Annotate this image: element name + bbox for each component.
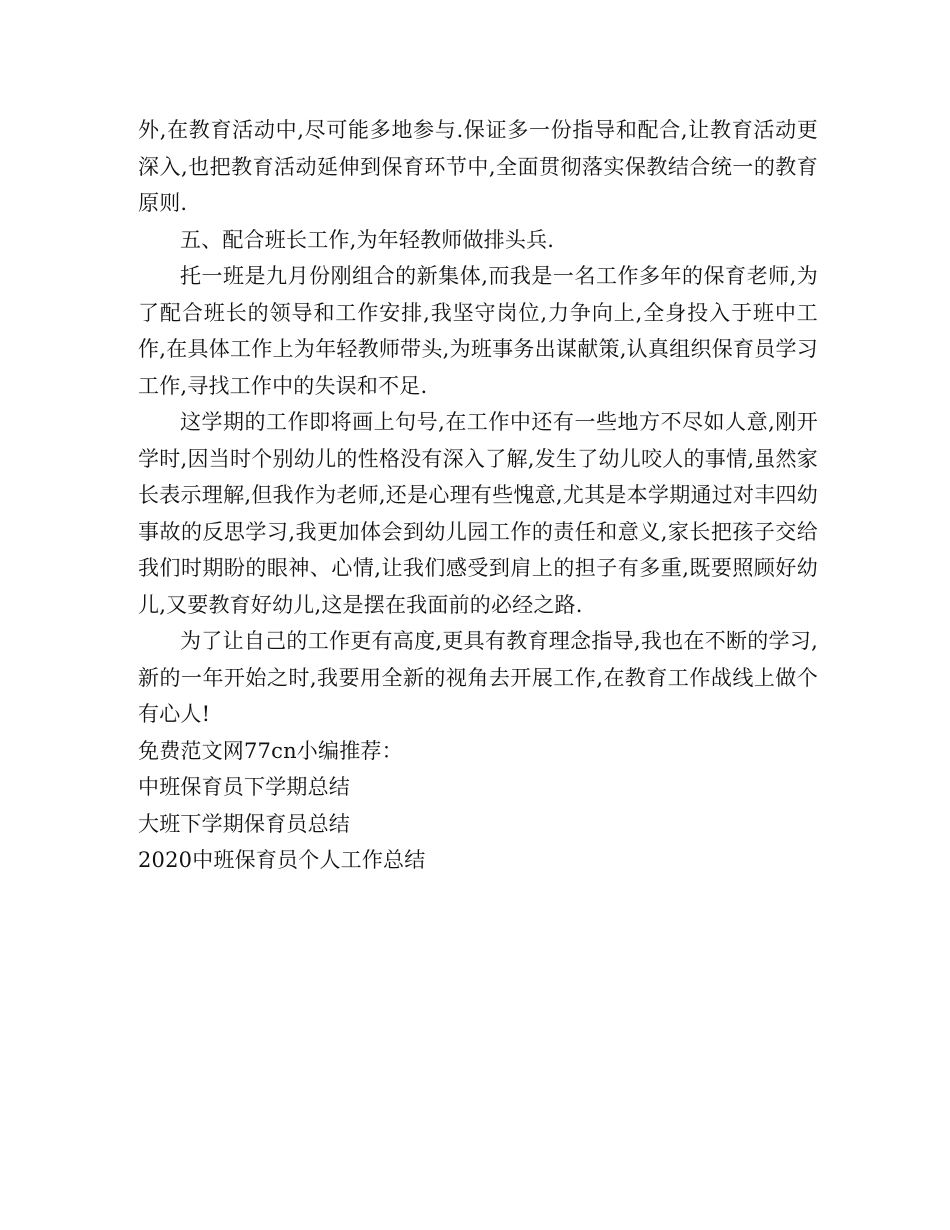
paragraph-continuation: 外,在教育活动中,尽可能多地参与.保证多一份指导和配合,让教育活动更深入,也把教育活动延伸到保育环节中,全面贯彻落实保教结合统一的教育原则. — [138, 118, 818, 215]
recommend-link-2[interactable]: 大班下学期保育员总结 — [138, 811, 350, 836]
recommend-link-3[interactable]: 2020中班保育员个人工作总结 — [138, 848, 426, 872]
recommend-label: 免费范文网77cn小编推荐： — [138, 738, 403, 763]
paragraph-semester-reflection: 这学期的工作即将画上句号,在工作中还有一些地方不尽如人意,刚开学时,因当时个别幼儿的性格没有深入了解,发生了幼儿咬人的事情,虽然家长表示理解,但我作为老师,还是心理有些愧意,尤其是本学期通过对丰四幼事故的反思学习,我更加体会到幼儿园工作的责任和意义,家长把孩子交给我们时期盼的眼神、心情,让我们感受到肩上的担子有多重,既要照顾好幼儿,又要教育好幼儿,这是摆在我面前的必经之路. — [138, 410, 818, 617]
section-heading-five: 五、配合班长工作,为年轻教师做排头兵. — [180, 227, 555, 252]
document-body — [138, 112, 818, 879]
recommend-link-1[interactable]: 中班保育员下学期总结 — [138, 775, 350, 799]
paragraph-future-plan: 为了让自己的工作更有高度,更具有教育理念指导,我也在不断的学习,新的一年开始之时,我要用全新的视角去开展工作,在教育工作战线上做个有心人! — [138, 629, 818, 726]
paragraph-team-role: 托一班是九月份刚组合的新集体,而我是一名工作多年的保育老师,为了配合班长的领导和工作安排,我坚守岗位,力争向上,全身投入于班中工作,在具体工作上为年轻教师带头,为班事务出谋献策,认真组织保育员学习工作,寻找工作中的失误和不足. — [138, 264, 818, 398]
